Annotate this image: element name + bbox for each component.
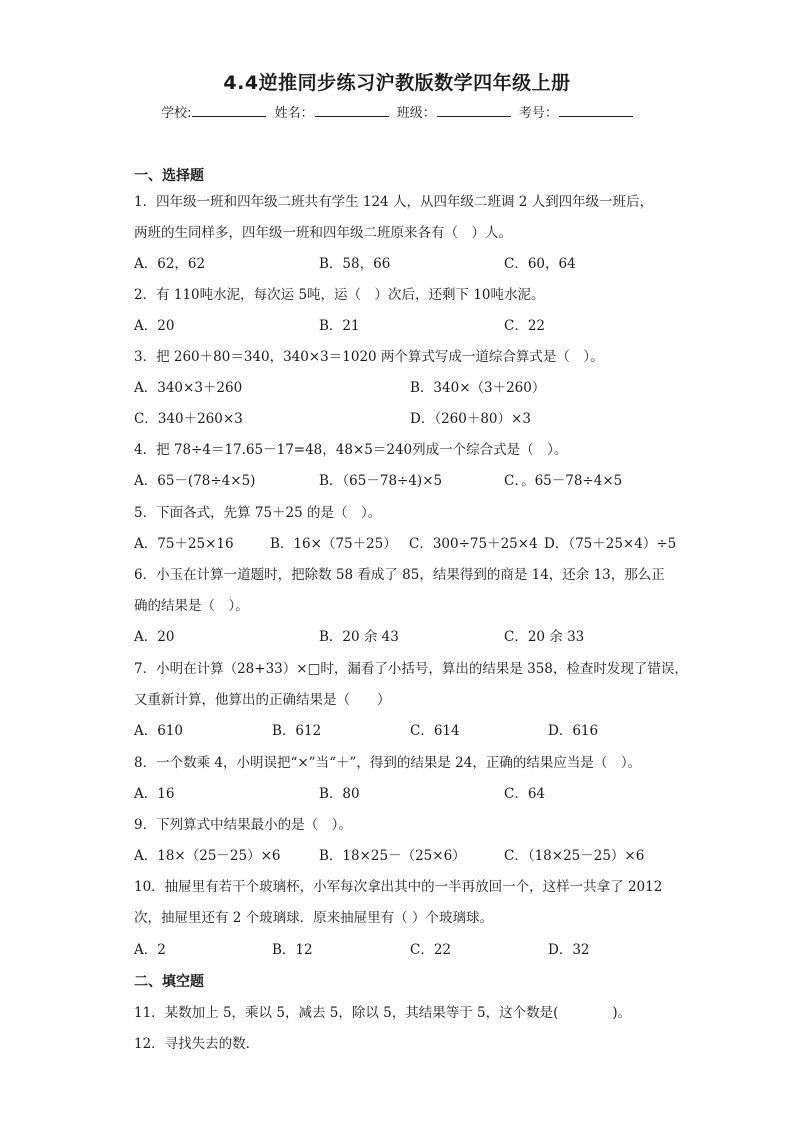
question-4-option-b: B．（65－78÷4)×5 (319, 473, 443, 489)
question-1-text-line-2: 两班的生同样多，四年级一班和四年级二班原来各有（ ）人。 (134, 225, 512, 241)
question-8-text: 8．一个数乘 4，小明误把“×”当“＋”，得到的结果是 24，正确的结果应当是（ ）。 (134, 755, 642, 771)
question-5-text: 5．下面各式，先算 75＋25 的是（ ）。 (134, 505, 382, 521)
question-6-option-a: A．20 (134, 629, 175, 645)
question-1-option-a: A．62，62 (134, 256, 206, 272)
school-field (161, 102, 266, 121)
question-3-option-d: D．（260＋80）×3 (410, 411, 531, 427)
question-8-option-a: A．16 (134, 786, 175, 802)
question-6-option-b: B．20 余 43 (319, 629, 399, 645)
student-info-row (0, 102, 794, 121)
question-6-text-line-2: 确的结果是（ ）。 (134, 598, 249, 614)
question-1-option-b: B．58，66 (319, 256, 391, 272)
question-7-option-a: A．610 (134, 723, 184, 739)
question-7-option-d: D．616 (548, 723, 599, 739)
question-12-text: 12．寻找失去的数． (134, 1036, 260, 1052)
question-1-option-c: C．60，64 (504, 256, 576, 272)
question-7-option-b: B．612 (272, 723, 322, 739)
exam-number-blank[interactable] (559, 106, 633, 117)
question-10-option-b: B．12 (272, 942, 313, 958)
question-4-option-c: C．。65－78÷4×5 (504, 473, 623, 489)
school-blank[interactable] (192, 106, 266, 117)
question-4-text: 4．把 78÷4＝17.65－17=48，48×5＝240列成一个综合式是（ ）。 (134, 442, 568, 458)
exam-number-label: 考号： (518, 106, 558, 121)
question-8-option-b: B．80 (319, 786, 360, 802)
question-10-text-line-1: 10．抽屉里有若干个玻璃杯，小军每次拿出其中的一半再放回一个，这样一共拿了 2012 (134, 879, 663, 895)
question-5-option-c: C．300÷75＋25×4 (409, 536, 538, 552)
question-7-option-c: C．614 (410, 723, 460, 739)
question-5-option-b: B．16×（75＋25） (270, 536, 397, 552)
section-heading-fill: 二、填空题 (134, 974, 204, 990)
question-5-option-d: D．（75＋25×4）÷5 (544, 536, 677, 552)
question-10-option-a: A．2 (134, 942, 166, 958)
section-heading-choice: 一、选择题 (134, 168, 204, 184)
question-9-option-c: C．（18×25－25）×6 (504, 848, 645, 864)
question-2-option-a: A．20 (134, 318, 175, 334)
question-1-text-line-1: 1．四年级一班和四年级二班共有学生 124 人，从四年级二班调 2 人到四年级一班后， (134, 194, 654, 210)
question-7-text-line-2: 又重新计算，他算出的正确结果是（ ） (134, 692, 391, 708)
question-4-option-a: A．65－(78÷4×5) (134, 473, 256, 489)
name-blank[interactable] (315, 106, 389, 117)
school-label: 学校: (161, 106, 192, 121)
question-3-option-b: B．340×（3＋260） (410, 380, 546, 396)
question-3-option-a: A．340×3＋260 (134, 380, 243, 396)
question-11-text: 11．某数加上 5，乘以 5，减去 5，除以 5，其结果等于 5，这个数是( )。 (134, 1005, 632, 1021)
class-field (397, 102, 511, 121)
question-8-option-c: C．64 (504, 786, 546, 802)
question-5-option-a: A．75＋25×16 (134, 536, 234, 552)
class-blank[interactable] (437, 106, 511, 117)
question-10-option-c: C．22 (410, 942, 452, 958)
question-9-option-b: B．18×25－（25×6） (319, 848, 466, 864)
question-7-text-line-1: 7．小明在计算（28+33）×□时，漏看了小括号，算出的结果是 358，检查时发现了错误， (134, 661, 688, 677)
question-3-text: 3．把 260＋80＝340，340×3＝1020 两个算式写成一道综合算式是（ ）。 (134, 349, 604, 365)
question-10-option-d: D．32 (548, 942, 590, 958)
question-3-option-c: C．340＋260×3 (134, 411, 243, 427)
exam-number-field (519, 102, 633, 121)
name-label: 姓名： (274, 106, 314, 121)
question-2-option-c: C．22 (504, 318, 546, 334)
question-9-option-a: A．18×（25－25）×6 (134, 848, 281, 864)
question-9-text: 9．下列算式中结果最小的是（ ）。 (134, 817, 352, 833)
name-field (275, 102, 389, 121)
question-2-option-b: B．21 (319, 318, 360, 334)
question-6-text-line-1: 6．小玉在计算一道题时，把除数 58 看成了 85，结果得到的商是 14，还余 13，那么正 (134, 567, 665, 583)
question-10-text-line-2: 次，抽屉里还有 2 个玻璃球．原来抽屉里有（ ）个玻璃球。 (134, 910, 493, 926)
page-title: 4.4逆推同步练习沪教版数学四年级上册 (223, 72, 571, 94)
class-label: 班级： (396, 106, 436, 121)
question-2-text: 2．有 110吨水泥，每次运 5吨，运（ ）次后，还剩下 10吨水泥。 (134, 287, 545, 303)
question-6-option-c: C．20 余 33 (504, 629, 585, 645)
